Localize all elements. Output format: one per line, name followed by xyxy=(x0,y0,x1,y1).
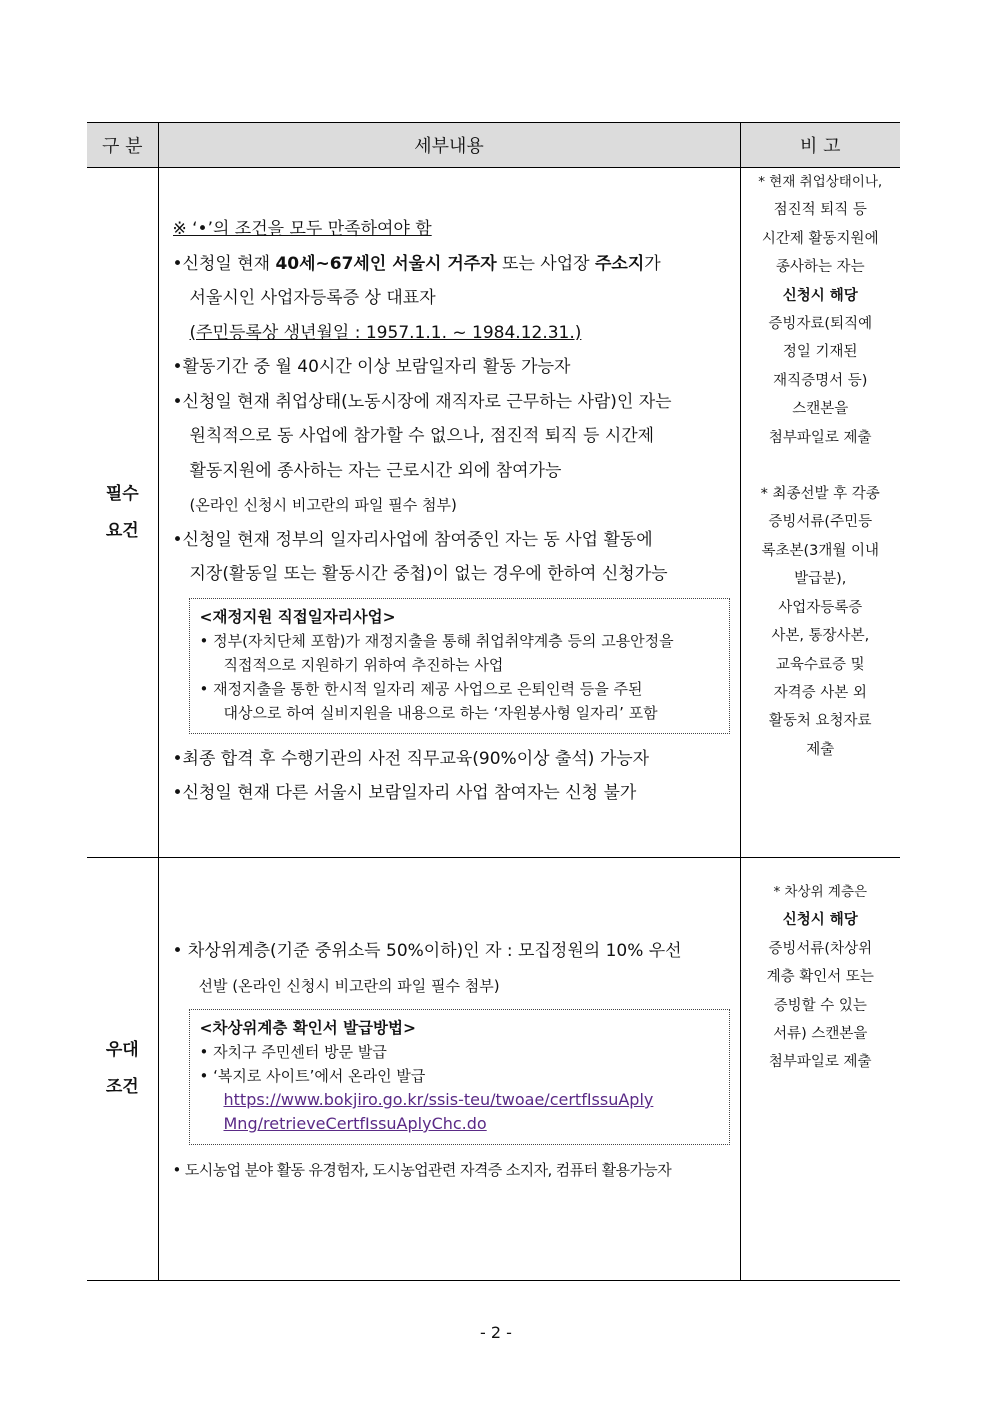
requirements-table xyxy=(87,122,900,1281)
bullet-employment-line1: •신청일 현재 취업상태(노동시장에 재직자로 근무하는 사람)인 자는 xyxy=(172,391,672,412)
note-line: 활동처 요청자료 xyxy=(768,713,872,730)
note-line: 시간제 활동지원에 xyxy=(761,230,879,247)
required-detail xyxy=(158,168,740,858)
note-line: 서류) 스캔본을 xyxy=(773,1026,868,1043)
preferred-cat-line1: 우대 xyxy=(105,1040,139,1060)
note-line: 계층 확인서 또는 xyxy=(766,969,874,986)
required-row xyxy=(87,168,900,858)
direct-job-box-item2-line2: 대상으로 하여 실비지원을 내용으로 하는 ‘자원봉사형 일자리’ 포함 xyxy=(223,703,658,722)
header-note: 비 고 xyxy=(740,123,900,168)
note-line: 첨부파일로 제출 xyxy=(768,1054,872,1071)
preferred-category xyxy=(87,858,158,1281)
bullet-gov-job-line1: •신청일 현재 정부의 일자리사업에 참여중인 자는 동 사업 활동에 xyxy=(172,529,653,550)
page-number: - 2 - xyxy=(480,1323,512,1342)
bullet-employment-line3: 활동지원에 종사하는 자는 근로시간 외에 참여가능 xyxy=(189,460,562,481)
bullet-training: •최종 합격 후 수행기관의 사전 직무교육(90%이상 출석) 가능자 xyxy=(172,748,650,769)
condition-note: ※ ‘•’의 조건을 모두 만족하여야 함 xyxy=(172,219,432,239)
note-line: 증빙할 수 있는 xyxy=(773,997,867,1014)
bokjiro-link-line2[interactable]: Mng/retrieveCertfIssuAplyChc.do xyxy=(223,1114,487,1133)
note-line: 사본, 통장사본, xyxy=(771,628,870,645)
preferred-detail xyxy=(158,858,740,1281)
preferred-cat-line2: 조건 xyxy=(105,1077,139,1097)
note-line: 신청시 해당 xyxy=(782,287,858,304)
note-line: * 현재 취업상태이나, xyxy=(758,174,883,190)
note-line: 자격증 사본 외 xyxy=(773,684,867,701)
note-spacer xyxy=(745,452,897,480)
required-cat-line2: 요건 xyxy=(105,520,139,541)
required-note xyxy=(740,168,900,858)
direct-job-box-item1-line2: 직접적으로 지원하기 위하여 추진하는 사업 xyxy=(223,655,504,674)
direct-job-box-title: <재정지원 직접일자리사업> xyxy=(199,607,396,626)
note-line: 재직증명서 등) xyxy=(773,372,868,389)
note-line: 록초본(3개월 이내 xyxy=(761,542,880,559)
bullet-age-residence-line2: 서울시인 사업자등록증 상 대표자 xyxy=(189,288,436,308)
bullet-gov-job-line2: 지장(활동일 또는 활동시간 중첩)이 없는 경우에 한하여 신청가능 xyxy=(189,564,668,584)
bullet-activity-hours: •활동기간 중 월 40시간 이상 보람일자리 활동 가능자 xyxy=(172,357,571,377)
preferred-note xyxy=(740,858,900,1281)
bullet-employment-line4: (온라인 신청시 비고란의 파일 필수 첨부) xyxy=(189,496,457,514)
low-income-box-item1: • 자치구 주민센터 방문 발급 xyxy=(199,1043,387,1061)
note-line: 제출 xyxy=(806,741,835,758)
header-detail: 세부내용 xyxy=(158,123,740,168)
note-line: * 최종선발 후 각종 xyxy=(760,486,880,503)
note-line: 발급분), xyxy=(794,571,847,588)
birthdate-range: (주민등록상 생년월일 : 1957.1.1. ~ 1984.12.31.) xyxy=(189,322,582,343)
header-category: 구 분 xyxy=(87,123,158,168)
bullet-employment-line2: 원칙적으로 동 사업에 참가할 수 없으나, 점진적 퇴직 등 시간제 xyxy=(189,426,655,446)
note-line: 신청시 해당 xyxy=(782,912,858,929)
bullet-age-residence: •신청일 현재 40세~67세인 서울시 거주자 또는 사업장 주소지가 xyxy=(172,253,661,274)
bokjiro-link-line1[interactable]: https://www.bokjiro.go.kr/ssis-teu/twoae/certfIssuAply xyxy=(223,1090,654,1109)
bullet-no-duplicate: •신청일 현재 다른 서울시 보람일자리 사업 참여자는 신청 불가 xyxy=(172,783,637,803)
note-line: 스캔본을 xyxy=(792,401,849,418)
bullet-low-income-line2: 선발 (온라인 신청시 비고란의 파일 필수 첨부) xyxy=(198,976,500,995)
preferred-row xyxy=(87,858,900,1281)
note-line: * 차상위 계층은 xyxy=(773,884,868,900)
direct-job-box-item2-line1: • 재정지출을 통한 한시적 일자리 제공 사업으로 은퇴인력 등을 주된 xyxy=(199,679,643,698)
note-line: 점진적 퇴직 등 xyxy=(773,202,867,219)
low-income-box-title: <차상위계층 확인서 발급방법> xyxy=(199,1019,416,1037)
direct-job-info-box xyxy=(189,598,730,734)
table-header-row xyxy=(87,123,900,168)
note-line: 첨부파일로 제출 xyxy=(768,429,872,446)
bullet-low-income-line1: • 차상위계층(기준 중위소득 50%이하)인 자 : 모집정원의 10% 우선 xyxy=(172,941,682,961)
note-line: 정일 기재된 xyxy=(782,344,858,361)
low-income-info-box xyxy=(189,1009,730,1145)
required-category xyxy=(87,168,158,858)
note-line: 증빙자료(퇴직예 xyxy=(768,316,873,333)
low-income-box-item2: • ‘복지로 사이트’에서 온라인 발급 xyxy=(199,1067,426,1085)
note-line: 증빙서류(주민등 xyxy=(768,514,873,531)
note-line: 사업자등록증 xyxy=(778,599,863,616)
required-cat-line1: 필수 xyxy=(105,483,139,504)
note-line: 교육수료증 및 xyxy=(775,656,865,673)
bullet-urban-farming: • 도시농업 분야 활동 유경험자, 도시농업관련 자격증 소지자, 컴퓨터 활용가능자 xyxy=(172,1161,672,1179)
note-line: 증빙서류(차상위 xyxy=(768,940,873,957)
note-line: 종사하는 자는 xyxy=(775,259,865,276)
direct-job-box-item1-line1: • 정부(자치단체 포함)가 재정지출을 통해 취업취약계층 등의 고용안정을 xyxy=(199,631,674,650)
